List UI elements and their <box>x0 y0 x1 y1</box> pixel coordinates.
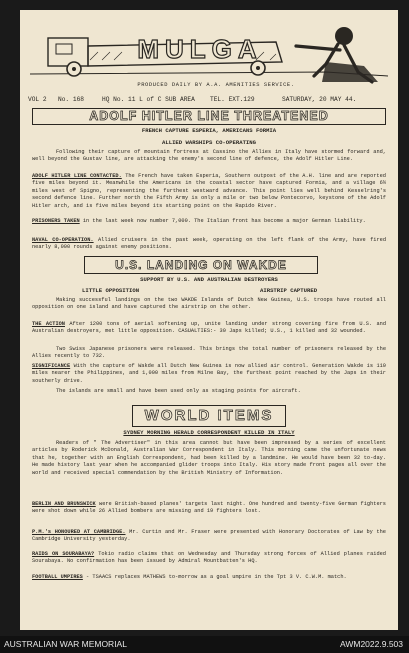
text-significance: With the capture of Wakde all Dutch New Guinea is now allied air control. Generation Wakde is 110 miles nearer the Philippines, and 1,000 miles from Milne Bay, the furthest point reached by the Japs in their southerly drive. <box>32 363 386 384</box>
paragraph-significance <box>32 363 386 385</box>
text-cambridge: Mr. Curtin and Mr. Fraser were presented with Honorary Doctorates of Law by the Cambridge University yesterday. <box>32 529 386 543</box>
paragraph-prisoners <box>32 218 386 225</box>
masthead-tagline: PRODUCED DAILY BY A.A. AMENITIES SERVICE. <box>137 82 295 88</box>
paragraph-swiss-prisoners: Two Swiss Japanese prisoners were released. This brings the total number of prisoners released by the Allies recently to 732. <box>32 346 386 360</box>
paragraph-naval <box>32 237 386 252</box>
lead-naval: NAVAL CO-OPERATION. <box>32 237 94 243</box>
paragraph-cambridge <box>32 529 386 544</box>
hq-label: HQ No. 11 L of C SUB AREA <box>102 96 195 103</box>
footer-accession-number: AWM2022.9.503 <box>340 639 403 649</box>
lead-prisoners: PRISONERS TAKEN <box>32 218 80 224</box>
telephone-label: TEL. EXT.129 <box>210 96 255 103</box>
issue-date: SATURDAY, 20 MAY 44. <box>282 96 357 103</box>
headline-hitler-line: ADOLF HITLER LINE THREATENED <box>32 108 386 125</box>
lead-significance: SIGNIFICANCE <box>32 363 71 369</box>
paragraph-sourabaya <box>32 551 386 566</box>
paragraph-berlin <box>32 501 386 516</box>
subhead-little-opposition: LITTLE OPPOSITION <box>82 287 140 294</box>
lead-sourabaya: RAIDS ON SOURABAYA? <box>32 551 95 557</box>
subhead-destroyers: SUPPORT BY U.S. AND AUSTRALIAN DESTROYERS <box>140 276 278 283</box>
headline-world-items: WORLD ITEMS <box>132 405 286 427</box>
lead-cambridge: P.M.'s HONOURED AT CAMBRIDGE. <box>32 529 126 535</box>
text-football: - TSAACS replaces MATHEWS to-morrow as a goal umpire in the Tpt 3 V. C.W.M. match. <box>86 574 347 580</box>
paragraph-correspondent: Readers of " The Advertiser" in this area cannot but have been impressed by a series of excellent articles by Roderick McDonald, Australian War Correspondent in Italy. This morning came the unfortunate news that he, together with an English Correspondent, had been killed by a landmine. He would have been 32 to-day. He made history last year when he accompanied glider troops into Italy. His story made front pages all over the world and received special commendation by the British Ministry of Information. <box>32 440 386 476</box>
paragraph-intro: Following their capture of mountain fortress at Cassino the Allies in Italy have stormed forward and, well beyond the Gustav line, are attacking the enemy's second line of defence, the Adolf Hitler Line. <box>32 149 386 163</box>
headline-wakde: U.S. LANDING ON WAKDE <box>84 256 318 274</box>
text-sourabaya: Tokio radio claims that on Wednesday and Thursday strong forces of Allied planes raided Sourabaya. No confirmation has been issued by Admiral Mountbatten's HQ. <box>32 551 386 565</box>
masthead <box>26 16 392 92</box>
paragraph-islands: The islands are small and have been used only as staging points for aircraft. <box>56 388 301 394</box>
text-action: After 1200 tons of aerial softening up, unite landing under strong covering fire from U.S. and Australian destroyers, met little opposition. CASUALTIES:- 30 Japs killed; U.S., 1 killed and 32 wounded. <box>32 321 386 335</box>
lead-line-contacted: ADOLF HITLER LINE CONTACTED. <box>32 173 122 179</box>
newsletter-page <box>20 10 398 630</box>
subhead-airstrip: AIRSTRIP CAPTURED <box>260 287 318 294</box>
lead-berlin: BERLIN AND BRUNSWICK <box>32 501 96 507</box>
subhead-french-capture: FRENCH CAPTURE ESPERIA, AMERICANS FORMIA <box>141 127 277 134</box>
issue-number: No. 168 <box>58 96 84 103</box>
paragraph-wakde-landing: Making successful landings on the two WAKDE Islands of Dutch New Guinea, U.S. troops have routed all opposition on one island and have captured the airstrip on the other. <box>32 297 386 311</box>
subhead-correspondent-killed: SYDNEY MORNING HERALD CORRESPONDENT KILLED IN ITALY <box>123 429 295 436</box>
lead-football: FOOTBALL UMPIRES <box>32 574 83 580</box>
volume-label: VOL 2 <box>28 96 47 103</box>
archive-footer <box>0 636 409 653</box>
paragraph-action <box>32 321 386 336</box>
issue-info-row <box>26 96 392 108</box>
paragraph-line-contacted <box>32 173 386 210</box>
lead-action: THE ACTION <box>32 321 65 327</box>
text-berlin: were British-based planes' targets last night. One hundred and twenty-five German fighters were shot down while 26 Allied bombers are missing and 19 fighters lost. <box>32 501 386 515</box>
subhead-warships: ALLIED WARSHIPS CO-OPERATING <box>162 139 256 146</box>
text-prisoners: in the last week now number 7,000. The Italian front has become a major German liability. <box>82 218 366 224</box>
paragraph-football <box>32 574 386 581</box>
text-line-contacted: The French have taken Esperia, Southern outpost of the A.H. line and are reported five miles beyond it. Meanwhile the Americans in the coastal sector have captured Formia, and a village 6½ miles west of Spigno, representing the furthest westward advance. This point lies well behind Kesselring's second defence line. Further north the Fifth Army is only a mile or two below Pontecorvo, keystone of the Adolf Hitler arch, and is five miles beyond its starting point on the Rapido River. <box>32 173 386 209</box>
text-naval: Allied cruisers in the past week, operating on the left flank of the Army, have fired nearly 8,000 rounds against enemy positions. <box>32 237 386 251</box>
masthead-title: MULGA <box>137 34 263 64</box>
footer-institution: AUSTRALIAN WAR MEMORIAL <box>4 639 127 649</box>
